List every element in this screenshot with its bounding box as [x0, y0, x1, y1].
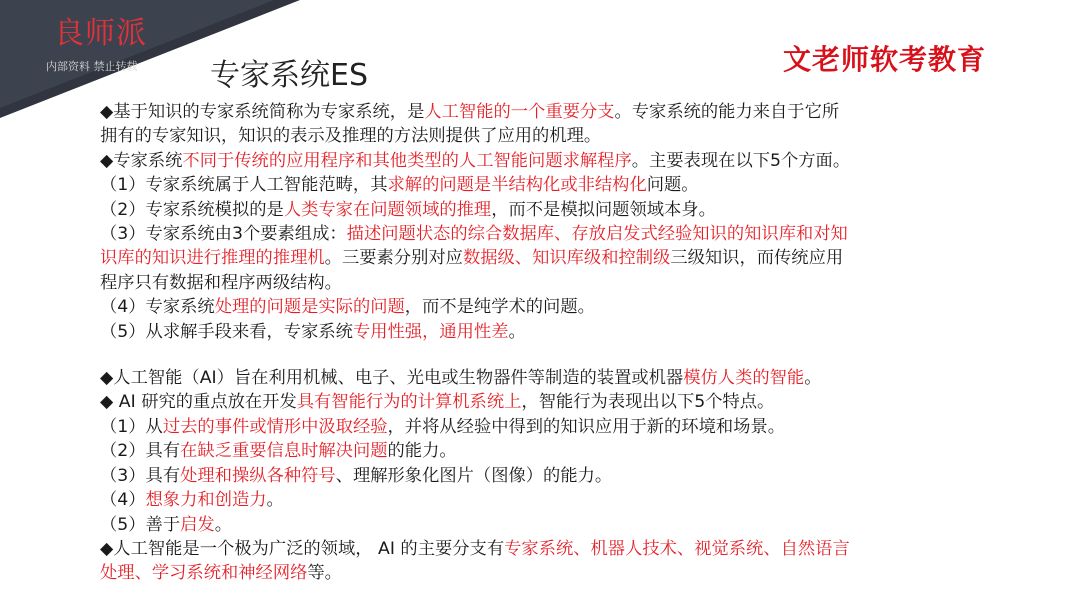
body-text: 等。 [307, 563, 342, 584]
highlight-text: 处理、学习系统和神经网络 [100, 563, 308, 584]
brand-subtitle: 内部资料 禁止转载 [46, 60, 138, 73]
body-text: 程序只有数据和程序两级结构。 [100, 272, 342, 293]
highlight-text: 在缺乏重要信息时解决问题 [180, 441, 388, 462]
highlight-text: 处理和操纵各种符号 [180, 465, 336, 486]
company-name: 文老师软考教育 [782, 43, 986, 76]
body-text: ，而不是模拟问题领域本身。 [491, 199, 716, 220]
body-text: （4） [100, 490, 146, 511]
text-line [100, 320, 1000, 344]
highlight-text: 数据级、知识库级和控制级 [462, 248, 671, 269]
body-text: ，智能行为表现出以下5个特点。 [521, 392, 775, 413]
text-line [100, 390, 1000, 414]
body-text: ，并将从经验中得到的知识应用于新的环境和场景。 [387, 416, 785, 437]
brand-logo: 良师派 [54, 16, 147, 51]
text-line [100, 488, 1000, 512]
text-line [100, 366, 1000, 390]
body-text: （1）专家系统属于人工智能范畴，其 [100, 175, 388, 196]
body-text: 。 [266, 490, 284, 511]
highlight-text: 人类专家在问题领域的推理 [283, 199, 492, 220]
text-line [100, 439, 1000, 463]
body-text: （5）从求解手段来看，专家系统 [100, 321, 353, 342]
text-line [100, 246, 1000, 270]
body-text: ◆ AI 研究的重点放在开发 [100, 392, 297, 413]
body-text: 。三要素分别对应 [324, 248, 463, 269]
body-text: 、理解形象化图片（图像）的能力。 [335, 465, 613, 486]
body-text: ◆人工智能（AI）旨在利用机械、电子、光电或生物器件等制造的装置或机器 [100, 368, 684, 389]
highlight-text: 专用性强，通用性差 [352, 321, 509, 342]
highlight-text: 过去的事件或情形中汲取经验 [162, 416, 388, 437]
text-line [100, 513, 1000, 537]
text-line [100, 537, 1000, 561]
body-text: 。 [214, 514, 232, 535]
body-text: ◆基于知识的专家系统简称为专家系统，是 [100, 102, 425, 122]
body-text: 问题。 [646, 175, 699, 196]
body-text: （3）专家系统由3个要素组成： [100, 224, 347, 245]
highlight-text: 人工智能的一个重要分支 [424, 102, 615, 122]
body-text: 。 [508, 321, 526, 342]
text-line [100, 100, 1000, 124]
body-text: （4）专家系统 [100, 297, 215, 318]
text-line [100, 561, 1000, 585]
text-line [100, 271, 1000, 295]
slide-body [100, 100, 1000, 586]
highlight-text: 不同于传统的应用程序和其他类型的人工智能问题求解程序 [182, 150, 632, 171]
body-text: 。 [804, 368, 822, 389]
slide-title: 专家系统ES [210, 58, 368, 93]
highlight-text: 处理的问题是实际的问题 [214, 297, 405, 318]
highlight-text: 描述问题状态的综合数据库、存放启发式经验知识的知识库和对知 [346, 224, 848, 245]
highlight-text: 想象力和创造力 [145, 490, 267, 511]
text-line [100, 149, 1000, 173]
body-text: 三级知识，而传统应用 [670, 248, 844, 269]
highlight-text: 启发 [180, 514, 215, 535]
text-line [100, 222, 1000, 246]
text-line [100, 295, 1000, 319]
body-text: （2）具有 [100, 441, 181, 462]
body-text: ◆专家系统 [100, 150, 183, 171]
highlight-text: 具有智能行为的计算机系统上 [296, 392, 522, 413]
body-text: （1）从 [100, 416, 163, 437]
body-text: ◆人工智能是一个极为广泛的领域， AI 的主要分支有 [100, 538, 505, 559]
text-line [100, 198, 1000, 222]
text-line [100, 415, 1000, 439]
highlight-text: 求解的问题是半结构化或非结构化 [387, 175, 647, 196]
body-text: （3）具有 [100, 465, 181, 486]
body-text: ，而不是纯学术的问题。 [404, 297, 595, 318]
body-text: 。专家系统的能力来自于它所 [614, 102, 840, 122]
body-text: （5）善于 [100, 514, 181, 535]
text-line [100, 464, 1000, 488]
text-line [100, 124, 1000, 148]
text-line [100, 173, 1000, 197]
paragraph-gap [100, 344, 1000, 366]
highlight-text: 识库的知识进行推理的推理机 [100, 248, 325, 269]
highlight-text: 模仿人类的智能 [683, 368, 805, 389]
highlight-text: 专家系统、机器人技术、视觉系统、自然语言 [504, 538, 850, 559]
body-text: 的能力。 [387, 441, 457, 462]
body-text: 拥有的专家知识，知识的表示及推理的方法则提供了应用的机理。 [100, 126, 602, 147]
body-text: 。主要表现在以下5个方面。 [631, 150, 851, 171]
body-text: （2）专家系统模拟的是 [100, 199, 284, 220]
